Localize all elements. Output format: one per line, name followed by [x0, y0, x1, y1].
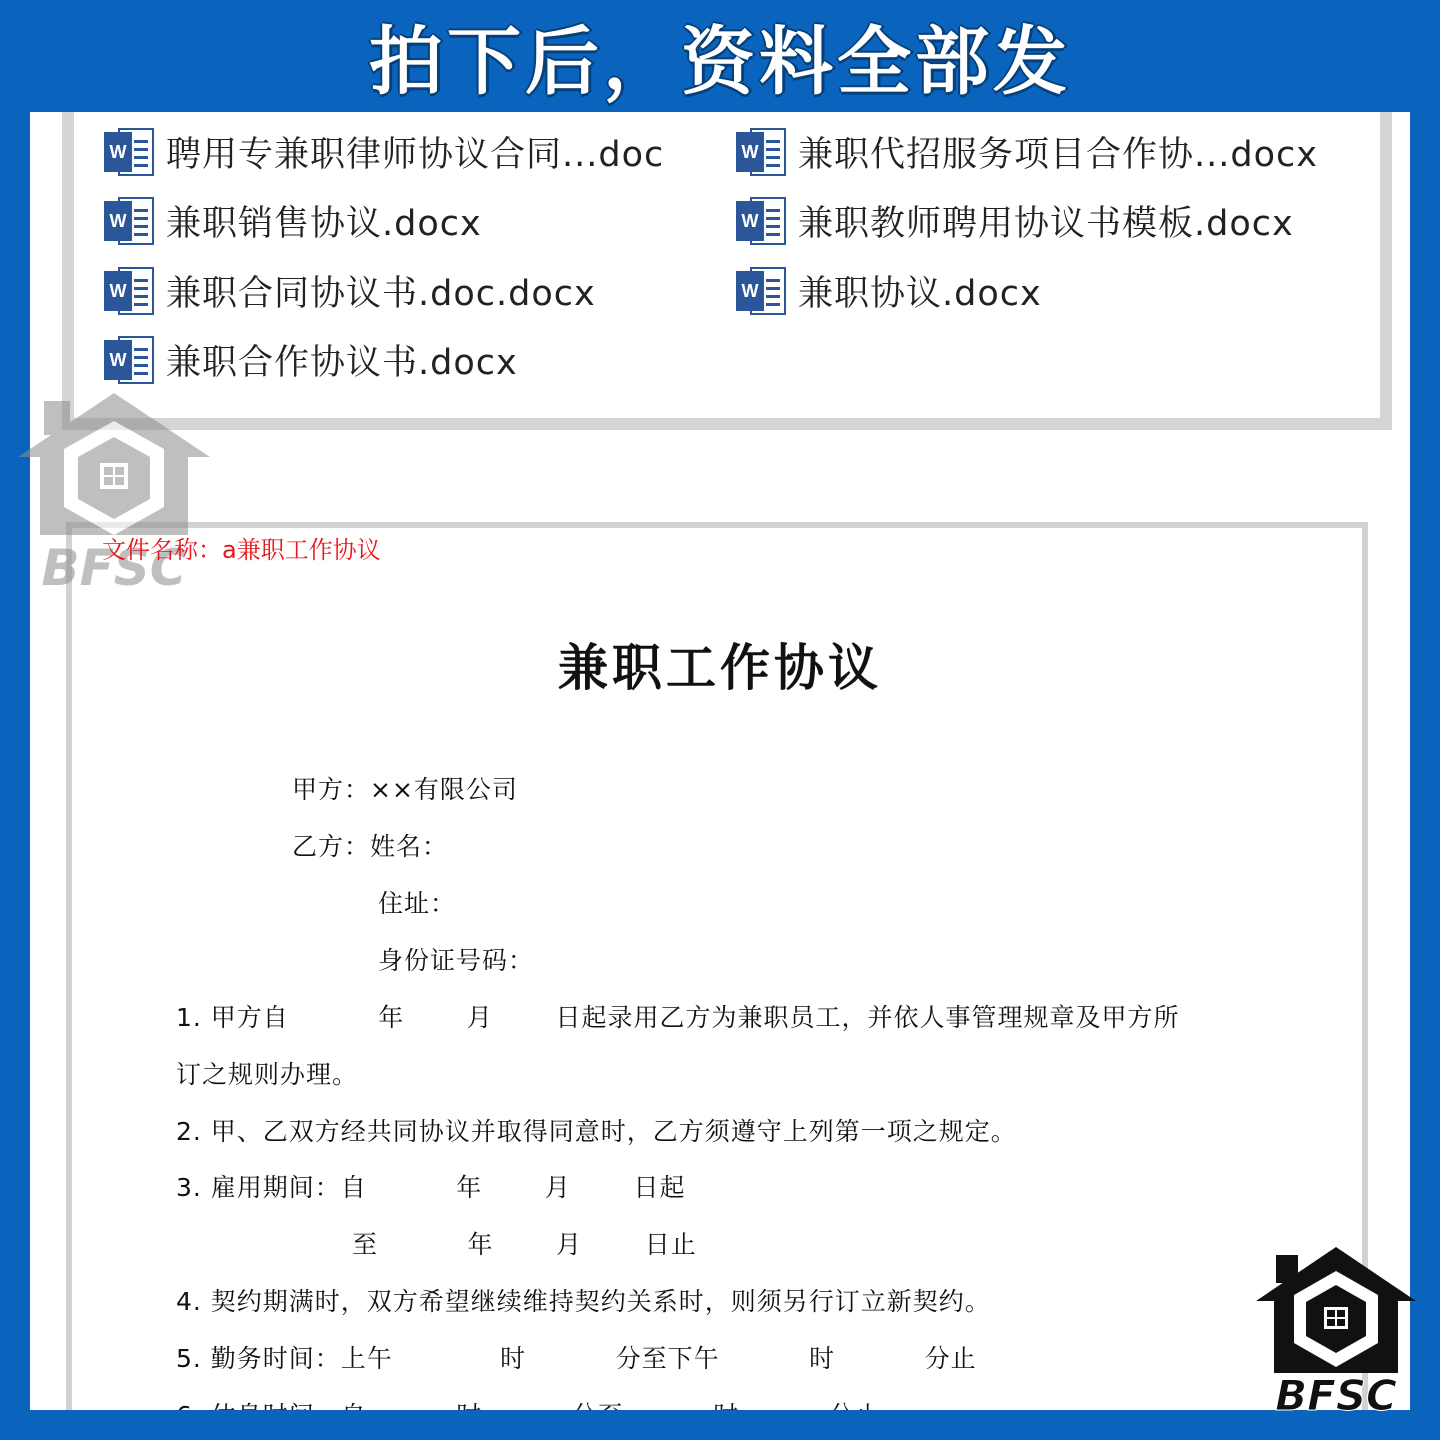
file-item[interactable] [104, 263, 596, 319]
clause-3-line: 3. 雇用期间：自 年 月 日起 [176, 1173, 686, 1202]
file-item[interactable] [104, 124, 664, 180]
banner-title: 拍下后，资料全部发 [369, 19, 1071, 105]
file-name: 兼职合同协议书.doc.docx [166, 274, 596, 314]
file-name-label: 文件名称：a兼职工作协议 [102, 536, 381, 564]
party-a-line: 甲方：××有限公司 [292, 775, 518, 804]
file-item[interactable] [736, 193, 1294, 249]
clause-2-line: 2. 甲、乙双方经共同协议并取得同意时，乙方须遵守上列第一项之规定。 [176, 1117, 1017, 1146]
clause-3-end-line: 至 年 月 日止 [352, 1230, 697, 1259]
file-item[interactable] [736, 263, 1042, 319]
svg-text:BFSC: BFSC [1275, 1371, 1397, 1415]
clause-1-line: 1. 甲方自 年 月 日起录用乙方为兼职员工，并依人事管理规章及甲方所 [176, 1003, 1180, 1032]
file-item[interactable] [104, 193, 482, 249]
address-line: 住址： [378, 889, 457, 918]
house-logo-icon [1246, 1245, 1426, 1415]
file-name: 兼职协议.docx [798, 274, 1042, 314]
file-name: 兼职教师聘用协议书模板.docx [798, 204, 1294, 244]
bottom-border [0, 1410, 1440, 1440]
party-b-name-line: 乙方：姓名： [292, 832, 449, 861]
file-name: 聘用专兼职律师协议合同...doc [166, 135, 665, 175]
file-list-panel [62, 112, 1392, 430]
file-item[interactable] [104, 332, 518, 388]
file-name: 兼职销售协议.docx [166, 204, 482, 244]
word-doc-icon: W [104, 193, 158, 249]
clause-1-continued: 订之规则办理。 [176, 1060, 359, 1089]
document-title: 兼职工作协议 [558, 638, 882, 697]
svg-text:BFSC: BFSC [41, 539, 187, 595]
word-doc-icon: W [104, 263, 158, 319]
clause-4-line: 4. 契约期满时，双方希望继续维持契约关系时，则须另行订立新契约。 [176, 1287, 991, 1316]
word-doc-icon: W [104, 332, 158, 388]
clause-5-line: 5. 勤务时间：上午 时 分至下午 时 分止 [176, 1344, 977, 1373]
word-doc-icon: W [104, 124, 158, 180]
content-area [30, 112, 1410, 1410]
id-number-line: 身份证号码： [378, 946, 535, 975]
file-name: 兼职合作协议书.docx [166, 343, 518, 383]
word-doc-icon: W [736, 263, 790, 319]
file-name: 兼职代招服务项目合作协...docx [798, 135, 1318, 175]
word-doc-icon: W [736, 193, 790, 249]
top-banner [0, 0, 1440, 112]
file-item[interactable] [736, 124, 1318, 180]
word-doc-icon: W [736, 124, 790, 180]
